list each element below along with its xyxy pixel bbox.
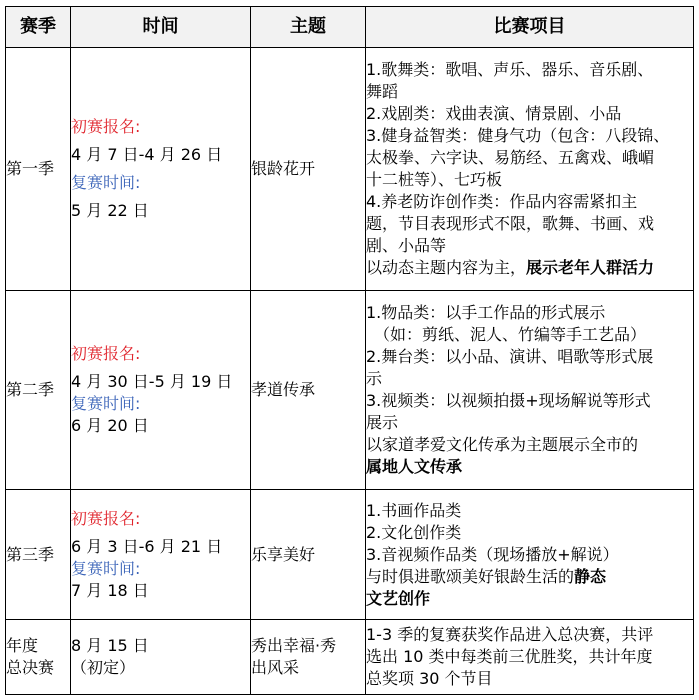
- summary-line: 以家道孝爱文化传承为主题展示全市的: [366, 435, 639, 454]
- item-line: 3.视频类：以视频拍摄+现场解说等形式: [366, 391, 651, 410]
- summary-bold: 静态: [574, 566, 607, 586]
- time-cell: [71, 291, 251, 490]
- items-cell: [366, 48, 694, 291]
- item-line: 2.舞台类：以小品、演讲、唱歌等形式展: [366, 347, 654, 366]
- item-line: 2.戏剧类：戏曲表演、情景剧、小品: [366, 104, 622, 123]
- summary-line: [366, 257, 693, 279]
- item-line: 3.音视频作品类（现场播放+解说）: [366, 544, 619, 564]
- summary-text: 与时俱进歌颂美好银龄生活的: [366, 566, 575, 586]
- header-time: 时间: [71, 7, 251, 48]
- item-line: 剧、小品等: [366, 236, 447, 255]
- final-label: 复赛时间:: [71, 394, 141, 413]
- item-line: 1.物品类：以手工作品的形式展示: [366, 303, 606, 322]
- season-line: 年度: [6, 636, 39, 655]
- item-line: 总奖项 30 个节目: [366, 669, 493, 688]
- season-line: 总决赛: [6, 658, 55, 677]
- table-row: [6, 48, 694, 291]
- prelim-date: 6 月 3 日-6 月 21 日: [71, 536, 223, 556]
- item-line: 3.健身益智类：健身气功（包含：八段锦、: [366, 126, 670, 145]
- prelim-label: 初赛报名:: [71, 117, 141, 136]
- date-note: （初定）: [71, 658, 136, 677]
- header-items: 比赛项目: [366, 7, 694, 48]
- items-cell: [366, 490, 694, 620]
- item-line: 展示: [366, 413, 399, 432]
- final-date: 7 月 18 日: [71, 580, 149, 600]
- final-date: 5 月 22 日: [71, 201, 149, 220]
- item-line: 选出 10 类中每类前三优胜奖，共计年度: [366, 647, 653, 666]
- table-row: [6, 291, 694, 490]
- time-cell: [71, 48, 251, 291]
- summary-line: [366, 566, 693, 588]
- prelim-label: 初赛报名:: [71, 344, 141, 363]
- prelim-date: 4 月 30 日-5 月 19 日: [71, 372, 233, 391]
- header-theme: 主题: [251, 7, 366, 48]
- table-row: [6, 490, 694, 620]
- items-cell: [366, 620, 694, 695]
- item-line: 2.文化创作类: [366, 522, 462, 542]
- item-line: 十二桩等）、七巧板: [366, 170, 503, 189]
- item-line: 示: [366, 369, 383, 388]
- theme-line: 出风采: [251, 658, 300, 677]
- prelim-date: 4 月 7 日-4 月 26 日: [71, 145, 223, 164]
- header-season: 赛季: [6, 7, 71, 48]
- season-cell: [6, 620, 71, 695]
- season-cell: 第一季: [6, 48, 71, 291]
- item-line: 太极拳、六字诀、易筋经、五禽戏、峨嵋: [366, 148, 655, 167]
- summary-text: 以动态主题内容为主，: [366, 258, 527, 277]
- season-cell: 第二季: [6, 291, 71, 490]
- summary-bold: 展示老年人群活力: [526, 258, 655, 277]
- final-date: 8 月 15 日: [71, 636, 149, 655]
- summary-line: [366, 456, 693, 478]
- time-cell: [71, 620, 251, 695]
- items-cell: [366, 291, 694, 490]
- season-cell: 第三季: [6, 490, 71, 620]
- table-row: [6, 620, 694, 695]
- item-line: 1.歌舞类：歌唱、声乐、器乐、音乐剧、: [366, 60, 654, 79]
- theme-cell: 乐享美好: [251, 490, 366, 620]
- theme-cell: [251, 620, 366, 695]
- summary-bold: 文艺创作: [366, 588, 431, 608]
- item-line: 1.书画作品类: [366, 500, 462, 520]
- final-date: 6 月 20 日: [71, 416, 149, 435]
- item-line: 4.养老防诈创作类：作品内容需紧扣主: [366, 192, 638, 211]
- time-cell: [71, 490, 251, 620]
- theme-cell: 孝道传承: [251, 291, 366, 490]
- theme-line: 秀出幸福·秀: [251, 636, 337, 655]
- theme-cell: 银龄花开: [251, 48, 366, 291]
- item-line: （如：剪纸、泥人、竹编等手工艺品）: [374, 325, 647, 344]
- item-line: 题，节目表现形式不限，歌舞、书画、戏: [366, 214, 655, 233]
- final-label: 复赛时间:: [71, 558, 141, 578]
- summary-line: [366, 588, 693, 610]
- item-line: 1-3 季的复赛获奖作品进入总决赛，共评: [366, 625, 654, 644]
- header-row: [6, 7, 694, 48]
- item-line: 舞蹈: [366, 82, 399, 101]
- final-label: 复赛时间:: [71, 173, 141, 192]
- prelim-label: 初赛报名:: [71, 508, 141, 528]
- summary-bold: 属地人文传承: [366, 457, 463, 476]
- competition-schedule-table: [5, 6, 694, 695]
